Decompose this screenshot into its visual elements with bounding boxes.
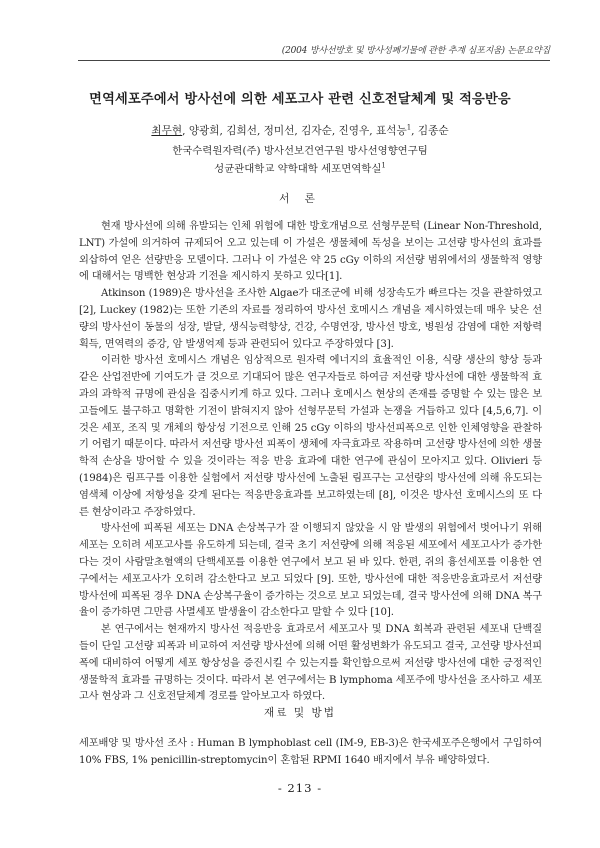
introduction-body (79, 219, 542, 706)
affiliation-secondary (40, 160, 560, 175)
intro-paragraph-3: 이러한 방사선 호메시스 개념은 임상적으로 원자력 에너지의 효율적인 이용, 식량 생산의 향상 등과 같은 산업전반에 기여도가 클 것으로 기대되어 많은 연구자들로 하여금 저선량 방사선에 대한 생물학적 효과의 과학적 규명에 관심을 집중시키게 하고 있다. 그러나 호메시스 현상의 존재를 증명할 수 있는 많은 보고들에도 불구하고 명확한 기전이 밝혀지지 않아 선형무문턱 가설과 논쟁을 거듭하고 있다 [4,5,6,7]. 이것은 세포, 조직 및 개체의 항상성 기전으로 인해 25 cGy 이하의 방사선피폭으로 인한 인체영향을 관찰하기 어렵기 때문이다. 따라서 저선량 방사선 피폭이 생체에 자극효과로 작용하며 고선량 방사선에 의한 생물학적 손상을 방어할 수 있을 것이라는 적응 반응 효과에 대한 연구에 관심이 모아지고 있다. Olivieri 등 (1984)은 림프구를 이용한 실험에서 저선량 방사선에 노출된 림프구는 고선량의 방사선에 의해 유도되는 염색체 이상에 저항성을 갖게 된다는 적응반응효과를 보고하였는데 [8], 이것은 방사선 호메시스의 또 다른 현상이라고 주장하였다. (79, 355, 542, 518)
affiliation-secondary-text: 성균관대학교 약학대학 세포면역학실 (214, 163, 382, 175)
intro-paragraph-2: Atkinson (1989)은 방사선을 조사한 Algae가 대조군에 비해 성장속도가 빠르다는 것을 관찰하였고 [2], Luckey (1982)는 또한 기존의 자료를 정리하여 방사선 호메시스 개념을 제시하였는데 매우 낮은 선량의 방사선이 동물의 성장, 발달, 생식능력향상, 건강, 수명연장, 방사선 방호, 병원성 감염에 대한 저항력 획득, 면역력의 증강, 암 발생억제 등과 관련되어 있다고 주장하였다 [3]. (79, 288, 542, 350)
methods-paragraph-1: 세포배양 및 방사선 조사 : Human B lymphoblast cell (IM-9, EB-3)은 한국세포주은행에서 구입하여 10% FBS, 1% penicillin-streptomycin이 혼합된 RPMI 1640 배지에서 부유 배양하였다. (79, 738, 542, 766)
affiliation-secondary-mark: 1 (381, 161, 386, 170)
co-authors: , 양광희, 김희선, 정미선, 김자순, 진영우, 표석능 (182, 125, 407, 137)
running-header: (2004 방사선방호 및 방사성폐기물에 관한 추계 심포지움) 논문요약집 (281, 46, 550, 56)
author-affiliation-mark: 1 (406, 123, 412, 132)
intro-paragraph-1: 현재 방사선에 의해 유발되는 인체 위험에 대한 방호개념으로 선형무문턱 (Linear Non-Threshold, LNT) 가설에 의거하여 규제되어 오고 있는데 이 가설은 생물체에 독성을 보이는 고선량 방사선의 효과를 외삽하여 얻은 선량반응 모델이다. 그러나 이 가설은 약 25 cGy 이하의 저선량 범위에서의 생물학적 영향에 대해서는 명백한 현상과 기전을 제시하지 못하고 있다[1]. (79, 221, 542, 283)
first-author: 최무현 (151, 125, 183, 137)
header-rule (78, 60, 550, 61)
methods-heading: 재료 및 방법 (264, 707, 336, 719)
affiliation-primary: 한국수력원자력(주) 방사선보건연구원 방사선영향연구팀 (172, 145, 428, 157)
intro-paragraph-5: 본 연구에서는 현재까지 방사선 적응반응 효과로서 세포고사 및 DNA 회복과 관련된 세포내 단백질들이 단일 고선량 피폭과 비교하여 저선량 방사선에 의해 어떤 활성변화가 유도되고 결국, 고선량 방사선피폭에 대비하여 어떻게 세포 항상성을 증진시킬 수 있는지를 확인함으로써 저선량 방사선에 대한 긍정적인 생물학적 효과를 규명하는 것이다. 따라서 본 연구에서는 B lymphoma 세포주에 방사선을 조사하고 세포고사 현상과 그 신호전달체계 경로를 알아보고자 하였다. (79, 624, 542, 703)
page-number: - 213 - (277, 781, 323, 795)
methods-body (79, 736, 542, 770)
intro-paragraph-4: 방사선에 피폭된 세포는 DNA 손상복구가 잘 이행되지 않았을 시 암 발생의 위험에서 벗어나기 위해 세포는 오히려 세포고사를 유도하게 되는데, 결국 초기 저선량에 의해 적응된 세포에서 세포고사가 증가한다는 것이 사람말초혈액의 단핵세포를 이용한 연구에서 보고 된 바 있다. 한편, 쥐의 흉선세포를 이용한 연구에서는 세포고사가 오히려 감소한다고 보고 되었다 [9]. 또한, 방사선에 대한 적응반응효과로서 저선량 방사선에 피폭된 경우 DNA 손상복구율이 증가하는 것으로 보고 되었는데, 결국 방사선에 의해 DNA 복구율이 증가하면 그만큼 사멸세포 발생율이 감소한다고 말할 수 있다 [10]. (79, 523, 542, 619)
author-list (40, 123, 560, 138)
paper-title: 면역세포주에서 방사선에 의한 세포고사 관련 신호전달체계 및 적응반응 (89, 92, 511, 107)
introduction-heading: 서 론 (279, 193, 321, 205)
last-author: , 김종순 (411, 125, 449, 137)
